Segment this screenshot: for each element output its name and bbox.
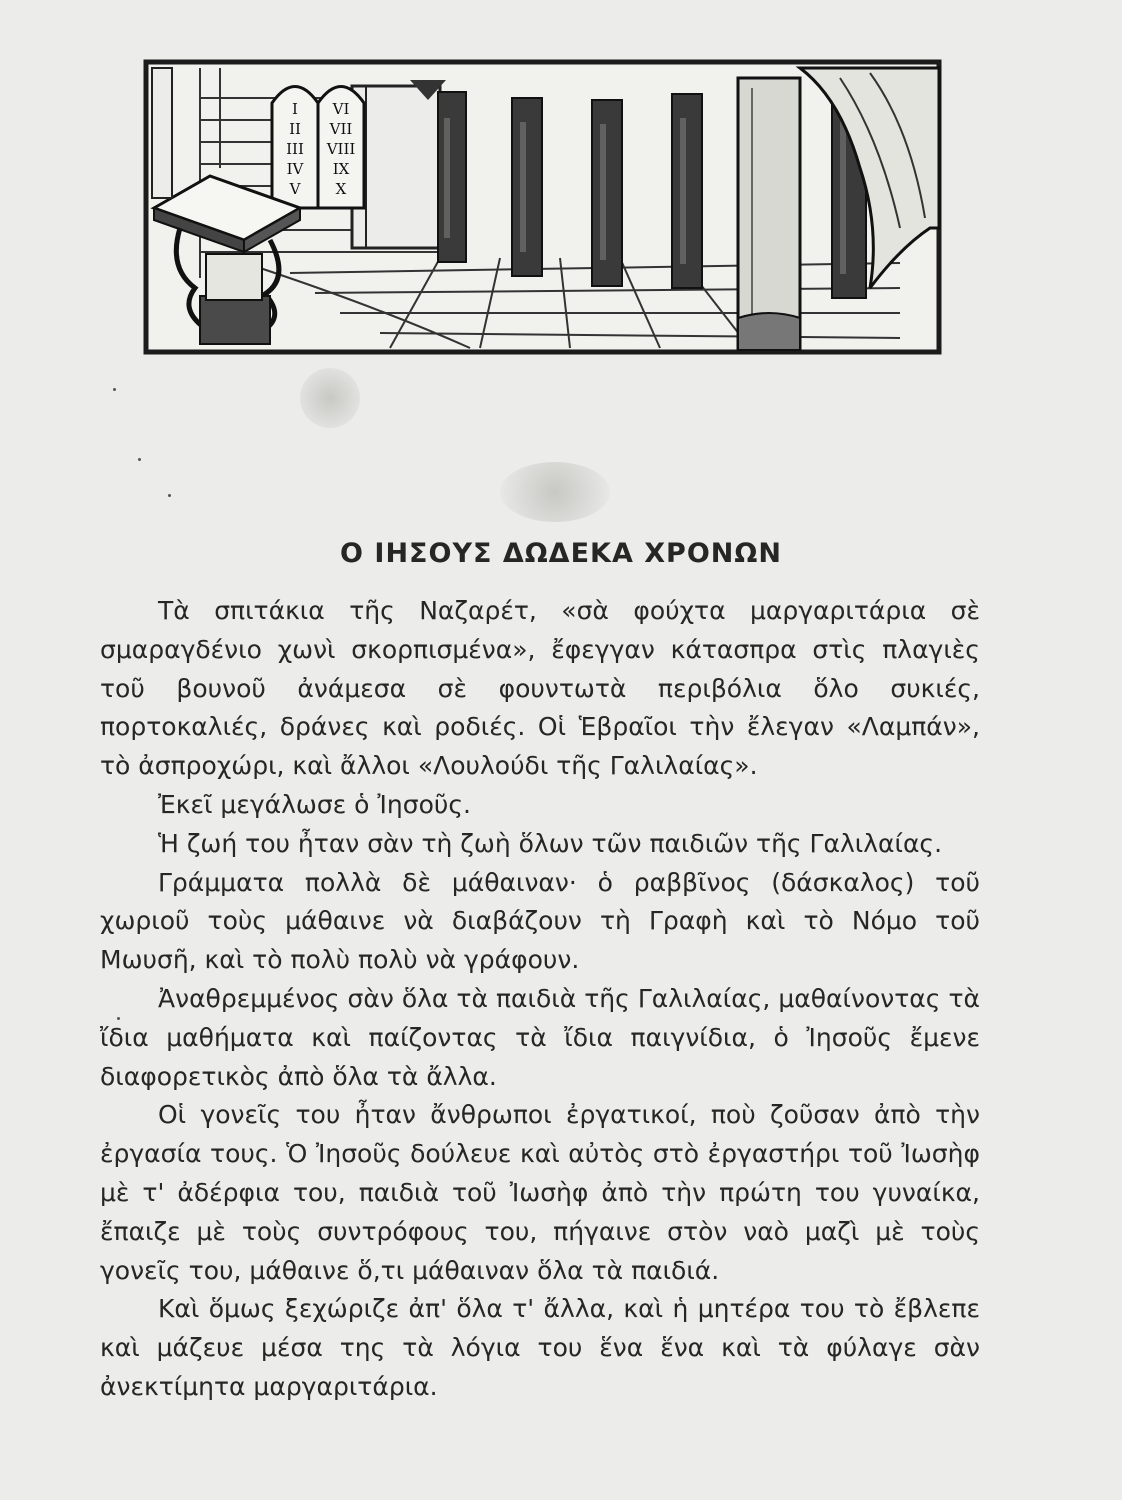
synagogue-illustration <box>140 58 945 358</box>
chapter-body <box>100 592 980 1407</box>
tablet-numeral: VIII <box>326 140 356 158</box>
paper-stain <box>300 368 360 428</box>
tablet-numeral: II <box>289 120 301 138</box>
paragraph: Ἡ ζωή του ἦταν σὰν τὴ ζωὴ ὅλων τῶν παιδιῶν τῆς Γαλιλαίας. <box>158 828 943 858</box>
tablet-numeral: VII <box>329 120 353 138</box>
tablet-numeral: I <box>292 100 298 118</box>
paragraph: Ἐκεῖ μεγάλωσε ὁ Ἰησοῦς. <box>158 789 471 819</box>
tablet-numeral: IV <box>286 160 304 178</box>
tablets-of-law <box>272 87 364 209</box>
paper-stain <box>500 462 610 522</box>
tablet-numeral: VI <box>332 100 350 118</box>
tablet-numeral: X <box>335 180 347 198</box>
paragraph: Ἀναθρεμμένος σὰν ὅλα τὰ παιδιὰ τῆς Γαλιλαίας, μαθαίνοντας τὰ ἴδια μαθήματα καὶ παίζοντας τὰ ἴδια παιγνίδια, ὁ Ἰησοῦς ἔμενε διαφορετικὸς ἀπὸ ὅλα τὰ ἄλλα. <box>100 983 980 1091</box>
tablet-numeral: V <box>289 180 301 198</box>
tablet-numeral: IX <box>332 160 350 178</box>
speck <box>138 458 141 461</box>
paragraph: Καὶ ὅμως ξεχώριζε ἀπ' ὅλα τ' ἄλλα, καὶ ἡ μητέρα του τὸ ἔβλεπε καὶ μάζευε μέσα της τὰ λόγια του ἕνα ἕνα καὶ τὰ φύλαγε σὰν ἀνεκτίμητα μαργαριτάρια. <box>100 1294 980 1401</box>
chapter-title: Ο ΙΗΣΟΥΣ ΔΩΔΕΚΑ ΧΡΟΝΩΝ <box>340 538 782 570</box>
paragraph: Τὰ σπιτάκια τῆς Ναζαρέτ, «σὰ φούχτα μαργαριτάρια σὲ σμαραγδένιο χωνὶ σκορπισμένα», ἔφεγγαν κάτασπρα στὶς πλαγιὲς τοῦ βουνοῦ ἀνάμεσα σὲ φουντωτὰ περιβόλια ὅλο συκιές, πορτοκαλιές, δράνες καὶ ροδιές. Οἱ Ἑβραῖοι τὴν ἔλεγαν «Λαμπάν», τὸ ἀσπροχώρι, καὶ ἄλλοι «Λουλούδι τῆς Γαλιλαίας». <box>100 596 980 781</box>
tablet-numeral: III <box>286 140 304 158</box>
speck <box>168 494 171 497</box>
paragraph: Οἱ γονεῖς του ἦταν ἄνθρωποι ἐργατικοί, ποὺ ζοῦσαν ἀπὸ τὴν ἐργασία τους. Ὁ Ἰησοῦς δούλευε καὶ αὐτὸς στὸ ἐργαστήρι τοῦ Ἰωσὴφ μὲ τ' ἀδέρφια του, παιδιὰ τοῦ Ἰωσὴφ ἀπὸ τὴν πρώτη του γυναίκα, ἔπαιζε μὲ τοὺς συντρόφους του, πήγαινε στὸν ναὸ μαζὶ μὲ τοὺς γονεῖς του, μάθαινε ὅ,τι μάθαιναν ὅλα τὰ παιδιά. <box>100 1100 980 1285</box>
paragraph: Γράμματα πολλὰ δὲ μάθαιναν· ὁ ραββῖνος (δάσκαλος) τοῦ χωριοῦ τοὺς μάθαινε νὰ διαβάζουν τὴ Γραφὴ καὶ τὸ Νόμο τοῦ Μωυσῆ, καὶ τὸ πολὺ πολὺ νὰ γράφουν. <box>100 867 980 975</box>
speck <box>113 388 116 391</box>
foreground-column <box>738 78 800 348</box>
